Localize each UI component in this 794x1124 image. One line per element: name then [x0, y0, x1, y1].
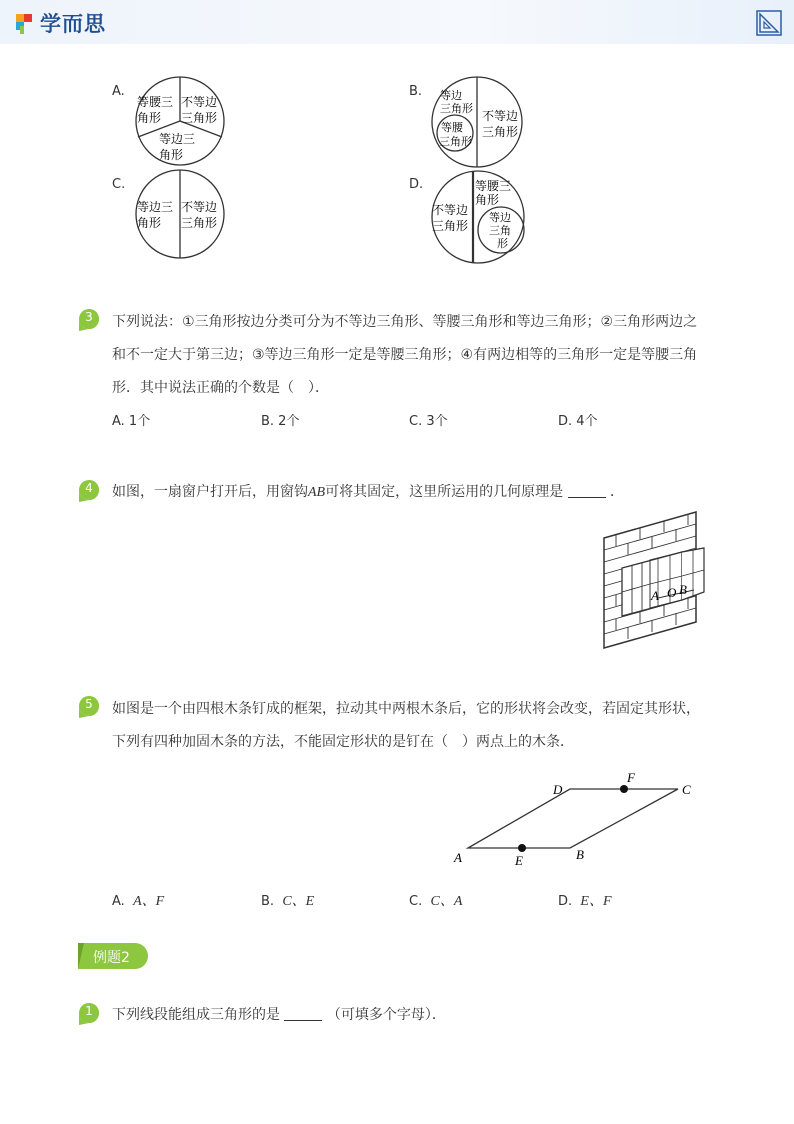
region-text: 等腰	[441, 121, 463, 134]
region-text: 角形	[137, 111, 162, 125]
option-letter: B.	[261, 894, 275, 909]
option-c-label: C.	[112, 177, 126, 192]
question-number: 3	[85, 310, 93, 324]
point-label: A	[651, 588, 659, 603]
question-3-text	[112, 306, 712, 405]
region-text: 等腰三	[475, 179, 512, 193]
region-text: 三角形	[181, 111, 218, 125]
venn-diagram-d	[429, 168, 527, 266]
option-a[interactable]: A. 1个	[112, 414, 151, 429]
question-number: 4	[85, 481, 93, 495]
logo	[14, 8, 106, 38]
point-label: O	[667, 585, 677, 600]
region-text: 三角形	[439, 135, 472, 148]
question-5-text	[112, 693, 712, 759]
option-value: C、E	[282, 894, 315, 909]
region-text: 等边三	[159, 132, 196, 146]
xueersi-logo-icon	[14, 12, 36, 34]
question-text: 下列线段能组成三角形的是	[112, 1007, 280, 1023]
point-label: D	[553, 782, 563, 797]
answer-blank[interactable]	[284, 1006, 322, 1021]
page-header	[0, 0, 794, 44]
region-text: 角形	[137, 216, 162, 230]
point-label: F	[627, 770, 635, 785]
region-text: 三角	[489, 224, 511, 237]
option-value: C、A	[430, 894, 463, 909]
point-label: B	[576, 847, 584, 862]
question-number: 1	[85, 1004, 93, 1018]
option-c[interactable]	[409, 890, 462, 910]
region-text: 角形	[475, 193, 500, 207]
option-a[interactable]	[112, 890, 164, 910]
region-text: 等边	[489, 211, 511, 224]
option-c[interactable]: C. 3个	[409, 414, 448, 429]
region-text: 三角形	[440, 102, 473, 115]
segment-label: AB	[308, 485, 326, 500]
option-letter: C.	[409, 894, 423, 909]
point-label: B	[679, 582, 687, 597]
region-text: 三角形	[432, 219, 469, 233]
answer-blank[interactable]	[568, 483, 606, 498]
region-text: 等边	[440, 89, 462, 102]
region-text: 等腰三	[137, 95, 174, 109]
question-4-text	[112, 476, 672, 509]
question-5-options	[112, 890, 732, 910]
question-line: 下列有四种加固木条的方法，不能固定形状的是钉在（ ）两点上的木条．	[112, 734, 574, 750]
region-text: 不等边	[482, 109, 519, 123]
question-text: 可将其固定，这里所运用的几何原理是	[325, 484, 564, 500]
option-letter: D.	[558, 894, 573, 909]
question-text: （可填多个字母）．	[326, 1007, 446, 1023]
region-text: 不等边	[432, 203, 469, 217]
question-line: 如图是一个由四根木条钉成的框架，拉动其中两根木条后，它的形状将会改变，若固定其形状，	[112, 701, 700, 717]
option-a-label: A.	[112, 84, 125, 99]
region-text: 三角形	[181, 216, 218, 230]
point-label: E	[515, 853, 523, 868]
question-line: 形．其中说法正确的个数是（ ）．	[112, 380, 329, 396]
option-b[interactable]	[261, 890, 314, 910]
ruler-triangle-icon	[756, 10, 782, 36]
example-label: 例题2	[93, 950, 130, 966]
question-line: 下列说法：①三角形按边分类可分为不等边三角形、等腰三角形和等边三角形；②三角形两边之	[112, 314, 698, 330]
question-line: 和不一定大于第三边；③等边三角形一定是等腰三角形；④有两边相等的三角形一定是等腰三角	[112, 347, 698, 363]
venn-diagram-a	[134, 75, 226, 167]
parallelogram-figure	[446, 766, 706, 874]
question-text: ．	[610, 484, 625, 500]
question-text: 如图，一扇窗户打开后，用窗钩	[112, 484, 308, 500]
option-letter: A.	[112, 894, 125, 909]
option-b-label: B.	[409, 84, 423, 99]
venn-diagram-c	[134, 168, 226, 260]
venn-diagram-b	[429, 75, 525, 169]
option-b[interactable]: B. 2个	[261, 414, 300, 429]
option-d-label: D.	[409, 177, 424, 192]
region-text: 等边三	[137, 200, 174, 214]
point-label: C	[682, 782, 691, 797]
region-text: 形	[497, 237, 508, 250]
example-question-1-text	[112, 999, 672, 1032]
option-value: A、F	[133, 894, 165, 909]
option-d[interactable]: D. 4个	[558, 414, 598, 429]
question-number: 5	[85, 697, 93, 711]
option-d[interactable]	[558, 890, 612, 910]
region-text: 三角形	[482, 125, 519, 139]
point-label: A	[454, 850, 462, 865]
region-text: 角形	[159, 148, 184, 162]
region-text: 不等边	[181, 200, 218, 214]
option-value: E、F	[580, 894, 612, 909]
window-figure	[600, 508, 708, 652]
logo-text: 学而思	[40, 12, 106, 36]
region-text: 不等边	[181, 95, 218, 109]
